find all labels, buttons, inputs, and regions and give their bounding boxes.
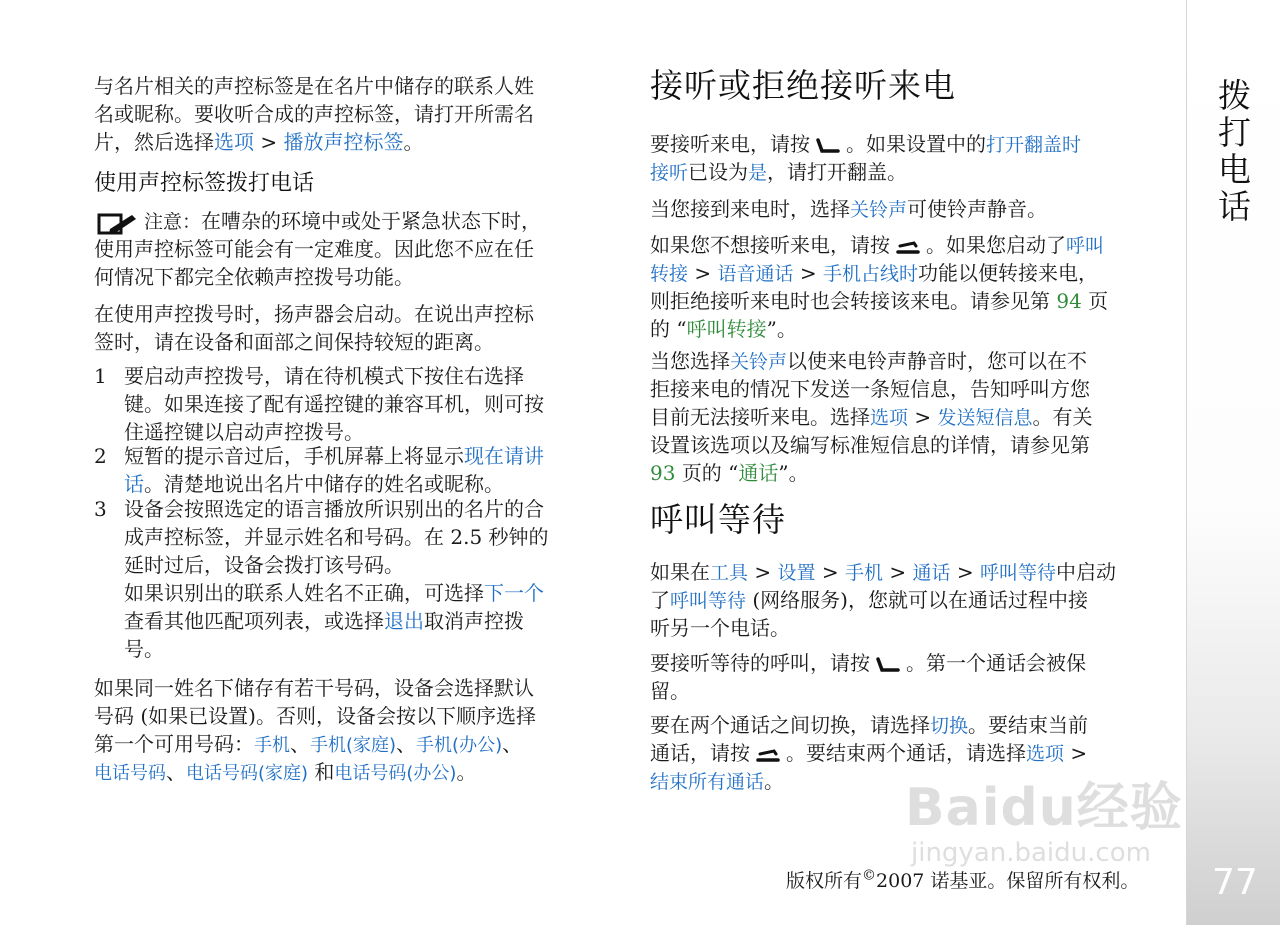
text: 。清楚地说出名片中储存的姓名或昵称。 — [144, 472, 504, 496]
if-busy-link: 手机占线时 — [823, 263, 919, 285]
text: 短暂的提示音过后，手机屏幕上将显示 — [124, 444, 464, 468]
paragraph-line — [650, 649, 1086, 677]
separator: 、 — [396, 732, 417, 756]
text: 。要结束两个通话，请选择 — [786, 741, 1026, 765]
step-line: 设备会按照选定的语言播放所识别出的名片的合 — [124, 497, 544, 521]
paragraph-line: 在使用声控拨号时，扬声器会启动。在说出声控标 — [94, 302, 534, 326]
call-divert-link: 转接 — [650, 263, 689, 285]
text: 。要结束当前 — [968, 713, 1089, 737]
paragraph-line: 留。 — [650, 679, 690, 703]
step-line — [124, 607, 524, 635]
paragraph-line — [650, 287, 1108, 315]
voice-calls-link: 语音通话 — [717, 263, 794, 285]
text: 中启动 — [1056, 560, 1117, 584]
text: 。如果设置中的 — [846, 132, 986, 156]
options-link: 选项 — [870, 407, 909, 429]
step-line: 成声控标签，并显示姓名和号码。在 2.5 秒钟的 — [124, 525, 549, 549]
mobile-link: 手机 — [254, 735, 290, 756]
separator: > — [883, 560, 913, 584]
paragraph-line: 设置该选项以及编写标准短信息的详情，请参见第 — [650, 433, 1090, 457]
paragraph-line — [650, 558, 1116, 587]
call-reference: 通话 — [738, 461, 779, 485]
text: 。第一个通话会被保 — [906, 651, 1086, 675]
options-link: 选项 — [214, 130, 254, 154]
step-line — [124, 442, 544, 470]
note-icon — [96, 209, 140, 237]
paragraph-line — [650, 711, 1088, 740]
mobile-office-link: 手机(办公) — [416, 735, 503, 756]
separator: 、 — [502, 732, 523, 756]
step-number: 2 — [94, 444, 107, 468]
watermark — [905, 765, 1183, 868]
text: 第一个可用号码： — [94, 732, 254, 756]
tel-link: 电话号码 — [94, 763, 166, 784]
paragraph-line — [650, 586, 1088, 615]
text: 如果您不想接听来电，请按 — [650, 233, 890, 257]
text: 通话，请按 — [650, 741, 750, 765]
step-line: 延时过后，设备会拨打该号码。 — [124, 553, 404, 577]
copyright-notice — [786, 866, 1139, 893]
paragraph-line: 号码 (如果已设置)。否则，设备会按以下顺序选择 — [94, 704, 536, 728]
step-line: 键。如果连接了配有遥控键的兼容耳机，则可按 — [124, 392, 544, 416]
paragraph-line — [650, 403, 1093, 432]
text: 如果在 — [650, 560, 710, 584]
mobile-home-link: 手机(家庭) — [310, 735, 397, 756]
text: 了 — [650, 588, 670, 612]
text: 则拒绝接听来电时也会转接该来电。请参见第 — [650, 289, 1050, 313]
paragraph-line — [650, 195, 1047, 224]
call-end-icon — [754, 746, 782, 764]
call-link: 通话 — [912, 562, 951, 584]
paragraph-line — [650, 347, 1087, 376]
paragraph-line: 如果同一姓名下储存有若干号码，设备会选择默认 — [94, 676, 534, 700]
note-line: 使用声控标签可能会有一定难度。因此您不应在任 — [94, 237, 534, 261]
paragraph-line — [650, 158, 907, 187]
settings-link: 设置 — [777, 562, 816, 584]
paragraph-line — [650, 739, 1087, 768]
watermark-url: jingyan.baidu.com — [911, 838, 1151, 868]
call-answer-icon — [874, 656, 902, 674]
text: 。如果您启动了 — [926, 233, 1066, 257]
open-flip-answer-link: 打开翻盖时 — [986, 134, 1082, 156]
page-reference: 94 — [1056, 289, 1082, 313]
text: 当您接到来电时，选择 — [650, 197, 850, 221]
next-link: 下一个 — [484, 581, 544, 605]
paragraph-line — [94, 730, 522, 760]
step-number: 1 — [94, 364, 107, 388]
speak-now-text: 现在请讲 — [464, 444, 544, 468]
page-number: 77 — [1212, 862, 1258, 903]
paragraph-line: 拒接来电的情况下发送一条短信息，告知呼叫方您 — [650, 377, 1090, 401]
text: 如果识别出的联系人姓名不正确，可选择 — [124, 581, 484, 605]
paragraph-line: 签时，请在设备和面部之间保持较短的距离。 — [94, 330, 494, 354]
speak-now-text: 话 — [124, 472, 144, 496]
call-end-icon — [894, 238, 922, 256]
paragraph-line — [650, 130, 1081, 159]
text: 。有关 — [1032, 405, 1093, 429]
options-link: 选项 — [1026, 743, 1065, 765]
section-title: 呼叫等待 — [650, 500, 786, 539]
text: 查看其他匹配项列表，或选择 — [124, 609, 384, 633]
play-voice-tag-link: 播放声控标签 — [283, 130, 404, 154]
text: ”。 — [778, 461, 809, 485]
note-label: 注意： — [144, 211, 202, 233]
copyright-symbol: © — [862, 867, 877, 884]
separator: > — [815, 560, 845, 584]
separator: 、 — [290, 732, 310, 756]
call-waiting-link: 呼叫等待 — [980, 562, 1057, 584]
step-line: 号。 — [124, 637, 164, 661]
call-answer-icon — [814, 137, 842, 155]
paragraph-line — [650, 259, 1098, 288]
separator: > — [688, 261, 718, 285]
step-number: 3 — [94, 497, 107, 521]
step-line — [124, 470, 504, 498]
paragraph-line: 名或昵称。要收听合成的声控标签，请打开所需名 — [94, 102, 534, 126]
tel-home-link: 电话号码(家庭) — [186, 763, 309, 784]
text: 页 — [1088, 289, 1109, 313]
swap-link: 切换 — [930, 715, 969, 737]
step-line: 要启动声控拨号，请在待机模式下按住右选择 — [124, 364, 524, 388]
send-message-link: 发送短信息 — [937, 407, 1033, 429]
paragraph-line — [94, 128, 423, 156]
separator: > — [950, 560, 980, 584]
text: 页的 “ — [681, 461, 739, 485]
page-reference: 93 — [650, 461, 676, 485]
text: 要在两个通话之间切换，请选择 — [650, 713, 930, 737]
text: 。 — [456, 760, 477, 784]
note-line — [94, 207, 541, 237]
text: 版权所有 — [786, 870, 863, 892]
text: 以使来电铃声静音时，您可以在不 — [787, 349, 1088, 373]
text: 2007 诺基亚。保留所有权利。 — [876, 870, 1140, 892]
watermark-brand: Baidu经验 — [905, 778, 1183, 838]
separator: > — [1064, 741, 1088, 765]
text: 。 — [403, 130, 424, 154]
phone-link: 手机 — [845, 562, 884, 584]
text: 可使铃声静音。 — [907, 197, 1048, 221]
text: 要接听来电，请按 — [650, 132, 810, 156]
exit-link: 退出 — [384, 609, 424, 633]
text: ，请打开翻盖。 — [767, 160, 908, 184]
chapter-title: 拨打电话 — [1213, 78, 1252, 226]
text: ”。 — [766, 317, 797, 341]
separator: > — [793, 261, 823, 285]
text: 片，然后选择 — [94, 130, 214, 154]
text: 目前无法接听来电。选择 — [650, 405, 870, 429]
paragraph-line — [650, 767, 784, 796]
paragraph-line — [94, 758, 476, 788]
text: 已设为 — [688, 160, 749, 184]
yes-value: 是 — [748, 162, 768, 184]
text: 。 — [764, 769, 785, 793]
open-flip-answer-link: 接听 — [650, 162, 689, 184]
separator: > — [908, 405, 938, 429]
paragraph-line — [650, 459, 809, 487]
silence-link: 关铃声 — [730, 351, 788, 373]
step-line — [124, 579, 544, 607]
paragraph-line: 与名片相关的声控标签是在名片中储存的联系人姓 — [94, 74, 534, 98]
call-divert-link: 呼叫 — [1066, 235, 1105, 257]
text: 要接听等待的呼叫，请按 — [650, 651, 870, 675]
text: 当您选择 — [650, 349, 730, 373]
paragraph-line — [650, 231, 1104, 260]
section-title: 接听或拒绝接听来电 — [650, 66, 956, 105]
paragraph-line — [650, 315, 797, 343]
call-divert-reference: 呼叫转接 — [686, 317, 767, 341]
text: 在嘈杂的环境中或处于紧急状态下时， — [201, 209, 542, 233]
step-line: 住遥控键以启动声控拨号。 — [124, 420, 364, 444]
text: 的 “ — [650, 317, 687, 341]
call-waiting-link: 呼叫等待 — [670, 590, 747, 612]
text: 和 — [308, 760, 335, 784]
separator: > — [748, 560, 778, 584]
separator: > — [254, 130, 284, 154]
note-line: 何情况下都完全依赖声控拨号功能。 — [94, 265, 414, 289]
paragraph-line: 听另一个电话。 — [650, 616, 790, 640]
end-all-calls-link: 结束所有通话 — [650, 771, 765, 793]
tools-link: 工具 — [710, 562, 749, 584]
section-heading: 使用声控标签拨打电话 — [94, 171, 315, 196]
text: 功能以便转接来电， — [918, 261, 1099, 285]
tel-office-link: 电话号码(办公) — [334, 763, 457, 784]
text: 取消声控拨 — [424, 609, 524, 633]
silence-link: 关铃声 — [850, 199, 908, 221]
text: (网络服务)，您就可以在通话过程中接 — [746, 588, 1088, 612]
separator: 、 — [166, 760, 186, 784]
